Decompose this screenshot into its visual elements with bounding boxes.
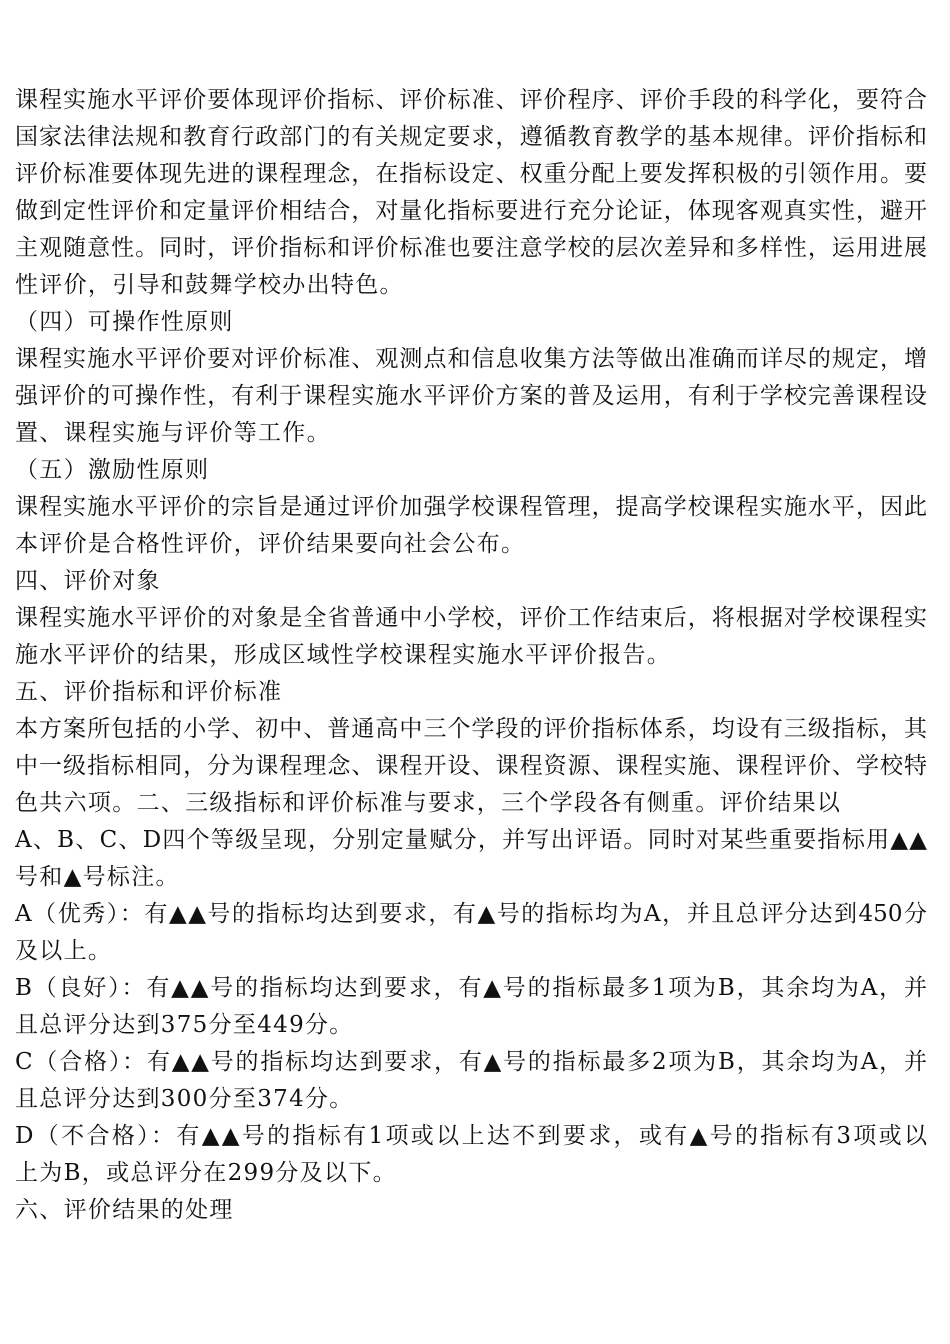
text-line: 课程实施水平评价要体现评价指标、评价标准、评价程序、评价手段的科学化，要符合	[15, 87, 927, 113]
text-line: 且总评分达到375分至449分。	[15, 1012, 354, 1038]
text-line: 中一级指标相同，分为课程理念、课程开设、课程资源、课程实施、课程评价、学校特	[15, 753, 927, 779]
section-heading: （五）激励性原则	[15, 457, 210, 483]
section-heading: （四）可操作性原则	[15, 309, 234, 335]
section-heading: 六、评价结果的处理	[15, 1197, 234, 1223]
document-page	[15, 82, 927, 1229]
text-line: 上为B，或总评分在299分及以下。	[15, 1160, 397, 1186]
text-line: 色共六项。二、三级指标和评价标准与要求，三个学段各有侧重。评价结果以	[15, 790, 842, 816]
text-line: 做到定性评价和定量评价相结合，对量化指标要进行充分论证，体现客观真实性，避开	[15, 198, 927, 224]
section-heading: 四、评价对象	[15, 568, 161, 594]
text-line: 性评价，引导和鼓舞学校办出特色。	[15, 272, 404, 298]
text-line: 本方案所包括的小学、初中、普通高中三个学段的评价指标体系，均设有三级指标，其	[15, 716, 927, 742]
text-line: 施水平评价的结果，形成区域性学校课程实施水平评价报告。	[15, 642, 672, 668]
text-line: 号和▲号标注。	[15, 864, 180, 890]
grade-d-line: D（不合格）：有▲▲号的指标有1项或以上达不到要求，或有▲号的指标有3项或以	[15, 1123, 927, 1149]
text-line: 本评价是合格性评价，评价结果要向社会公布。	[15, 531, 526, 557]
grade-b-line: B（良好）：有▲▲号的指标均达到要求，有▲号的指标最多1项为B，其余均为A，并	[15, 975, 927, 1001]
text-line: 课程实施水平评价的对象是全省普通中小学校，评价工作结束后，将根据对学校课程实	[15, 605, 927, 631]
text-line: 评价标准要体现先进的课程理念，在指标设定、权重分配上要发挥积极的引领作用。要	[15, 161, 927, 187]
text-line: 且总评分达到300分至374分。	[15, 1086, 354, 1112]
text-line: 国家法律法规和教育行政部门的有关规定要求，遵循教育教学的基本规律。评价指标和	[15, 124, 927, 150]
grade-c-line: C（合格）：有▲▲号的指标均达到要求，有▲号的指标最多2项为B，其余均为A，并	[15, 1049, 927, 1075]
grade-a-line: A（优秀）：有▲▲号的指标均达到要求，有▲号的指标均为A，并且总评分达到450分	[15, 901, 927, 927]
text-line: 课程实施水平评价要对评价标准、观测点和信息收集方法等做出准确而详尽的规定，增	[15, 346, 927, 372]
text-line: A、B、C、D四个等级呈现，分别定量赋分，并写出评语。同时对某些重要指标用▲▲	[15, 827, 927, 853]
text-line: 强评价的可操作性，有利于课程实施水平评价方案的普及运用，有利于学校完善课程设	[15, 383, 927, 409]
text-line: 主观随意性。同时，评价指标和评价标准也要注意学校的层次差异和多样性，运用进展	[15, 235, 927, 261]
section-heading: 五、评价指标和评价标准	[15, 679, 283, 705]
text-line: 及以上。	[15, 938, 113, 964]
text-line: 置、课程实施与评价等工作。	[15, 420, 331, 446]
text-line: 课程实施水平评价的宗旨是通过评价加强学校课程管理，提高学校课程实施水平，因此	[15, 494, 927, 520]
